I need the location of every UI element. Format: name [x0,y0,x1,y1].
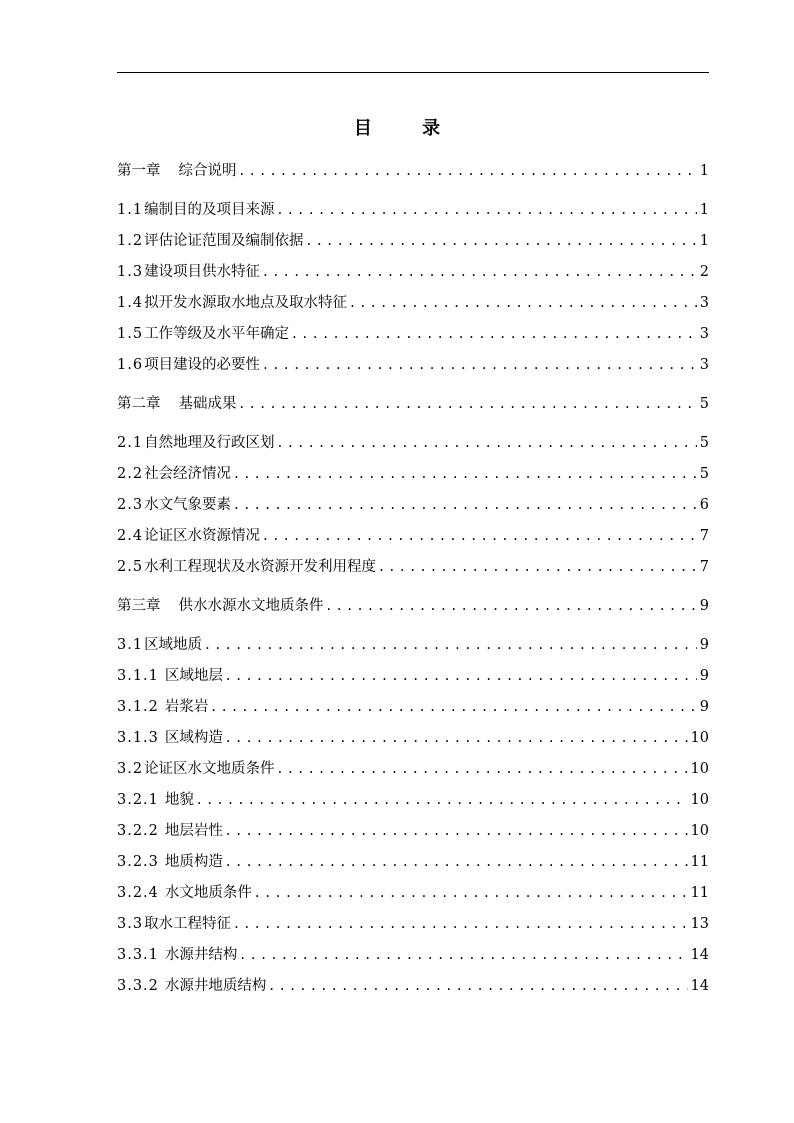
toc-entry[interactable] [117,389,709,420]
toc-entry[interactable] [117,521,709,552]
toc-entry-title: 评估论证范围及编制依据 [144,233,304,249]
toc-entry-number: 3.1.1 [117,668,159,684]
toc-dot-leader [234,459,697,490]
toc-entry[interactable] [117,661,709,692]
toc-dot-leader [240,940,687,971]
toc-entry-title: 水源井地质结构 [164,978,267,994]
toc-entry-number: 3.1.2 [117,699,159,715]
toc-entry-page-number: 3 [699,295,709,311]
toc-entry-title: 论证区水资源情况 [144,528,261,544]
toc-dot-leader [234,490,697,521]
toc-dot-leader [240,389,697,420]
toc-dot-leader [234,909,687,940]
toc-entry-page-number: 7 [699,528,709,544]
toc-entry-number: 1.6 [117,357,144,373]
toc-dot-leader [327,591,697,622]
toc-entry-page-number: 13 [690,916,709,932]
toc-entry[interactable] [117,847,709,878]
toc-entry[interactable] [117,350,709,381]
toc-entry-page-number: 1 [699,233,709,249]
toc-entry-title: 区域构造 [164,730,223,746]
toc-entry[interactable] [117,723,709,754]
toc-entry[interactable] [117,940,709,971]
toc-entry-number: 3.3 [117,916,144,932]
toc-entry-title: 编制目的及项目来源 [144,202,275,218]
toc-entry-title: 水文气象要素 [144,497,232,513]
toc-dot-leader [269,971,687,1002]
toc-entry-number: 1.5 [117,326,144,342]
toc-entry-page-number: 11 [690,854,709,870]
toc-dot-leader [226,816,688,847]
toc-dot-leader [379,552,697,583]
toc-entry-number: 2.1 [117,435,144,451]
toc-entry-number: 3.1 [117,637,144,653]
toc-entry-page-number: 14 [690,978,709,994]
toc-dot-leader [350,288,697,319]
toc-dot-leader [263,257,697,288]
toc-entry-page-number: 3 [699,357,709,373]
toc-entry-number: 3.3.1 [117,947,159,963]
toc-entry-page-number: 3 [699,326,709,342]
toc-entry[interactable] [117,692,709,723]
toc-entry[interactable] [117,754,709,785]
toc-entry-title: 论证区水文地质条件 [144,761,275,777]
toc-entry[interactable] [117,552,709,583]
toc-entry-title: 建设项目供水特征 [144,264,261,280]
toc-entry-title: 拟开发水源取水地点及取水特征 [144,295,348,311]
toc-dot-leader [278,195,697,226]
toc-entry[interactable] [117,156,709,187]
toc-entry[interactable] [117,630,709,661]
toc-entry-page-number: 9 [699,668,709,684]
toc-entry-page-number: 1 [699,202,709,218]
toc-entry-page-number: 2 [699,264,709,280]
toc-entry[interactable] [117,319,709,350]
toc-entry-page-number: 5 [699,435,709,451]
table-of-contents [117,156,709,1002]
toc-dot-leader [240,156,697,187]
toc-entry-number: 1.3 [117,264,144,280]
toc-entry-title: 综合说明 [178,163,237,179]
toc-entry-number: 2.4 [117,528,144,544]
toc-entry-page-number: 1 [699,163,709,179]
toc-entry-number: 第二章 [117,396,161,412]
toc-entry-title: 水源井结构 [164,947,238,963]
toc-entry-title: 水文地质条件 [164,885,252,901]
toc-entry-page-number: 5 [699,396,709,412]
toc-entry-page-number: 11 [690,885,709,901]
toc-entry-title: 岩浆岩 [164,699,209,715]
toc-entry[interactable] [117,816,709,847]
toc-entry-page-number: 9 [699,637,709,653]
toc-entry-number: 1.4 [117,295,144,311]
toc-entry[interactable] [117,971,709,1002]
toc-dot-leader [205,630,697,661]
toc-entry[interactable] [117,226,709,257]
toc-entry-page-number: 10 [690,730,709,746]
toc-entry-title: 基础成果 [178,396,237,412]
toc-entry-number: 第三章 [117,598,161,614]
toc-entry-number: 第一章 [117,163,161,179]
toc-entry[interactable] [117,785,709,816]
toc-dot-leader [292,319,697,350]
toc-entry[interactable] [117,490,709,521]
toc-dot-leader [226,847,688,878]
toc-entry-page-number: 7 [699,559,709,575]
toc-entry-number: 1.2 [117,233,144,249]
toc-dot-leader [263,521,697,552]
toc-entry-number: 2.5 [117,559,144,575]
toc-entry-number: 3.2.1 [117,792,159,808]
toc-entry-page-number: 5 [699,466,709,482]
toc-entry[interactable] [117,878,709,909]
toc-entry[interactable] [117,591,709,622]
toc-entry-title: 供水水源水文地质条件 [178,598,324,614]
toc-entry-number: 3.2.3 [117,854,159,870]
toc-entry[interactable] [117,257,709,288]
toc-title: 目 录 [353,118,463,139]
toc-entry-title: 区域地层 [164,668,223,684]
toc-entry-page-number: 10 [690,761,709,777]
toc-entry-page-number: 10 [690,792,709,808]
toc-entry-title: 工作等级及水平年确定 [144,326,290,342]
toc-dot-leader [263,350,697,381]
toc-entry-number: 2.2 [117,466,144,482]
toc-dot-leader [226,723,688,754]
toc-dot-leader [278,428,697,459]
toc-entry[interactable] [117,288,709,319]
toc-dot-leader [211,692,696,723]
toc-dot-leader [307,226,697,257]
toc-entry-page-number: 14 [690,947,709,963]
toc-entry-title: 地质构造 [164,854,223,870]
toc-entry-title: 区域地质 [144,637,203,653]
toc-entry-title: 项目建设的必要性 [144,357,261,373]
toc-entry-number: 3.2.2 [117,823,159,839]
toc-entry-title: 自然地理及行政区划 [144,435,275,451]
toc-entry-page-number: 6 [699,497,709,513]
toc-entry-title: 水利工程现状及水资源开发利用程度 [144,559,377,575]
toc-entry-title: 社会经济情况 [144,466,232,482]
toc-entry-title: 地貌 [164,792,194,808]
toc-dot-leader [255,878,688,909]
toc-entry-title: 取水工程特征 [144,916,232,932]
toc-dot-leader [226,661,697,692]
toc-entry[interactable] [117,428,709,459]
toc-entry-page-number: 9 [699,598,709,614]
toc-dot-leader [278,754,688,785]
toc-dot-leader [197,785,688,816]
toc-entry[interactable] [117,195,709,226]
toc-entry-number: 3.2.4 [117,885,159,901]
toc-entry[interactable] [117,459,709,490]
toc-entry-page-number: 10 [690,823,709,839]
toc-entry-number: 3.3.2 [117,978,159,994]
toc-entry-page-number: 9 [699,699,709,715]
toc-entry-number: 2.3 [117,497,144,513]
toc-entry[interactable] [117,909,709,940]
toc-entry-number: 3.2 [117,761,144,777]
header-rule [117,72,709,73]
toc-entry-number: 1.1 [117,202,144,218]
toc-entry-title: 地层岩性 [164,823,223,839]
toc-entry-number: 3.1.3 [117,730,159,746]
